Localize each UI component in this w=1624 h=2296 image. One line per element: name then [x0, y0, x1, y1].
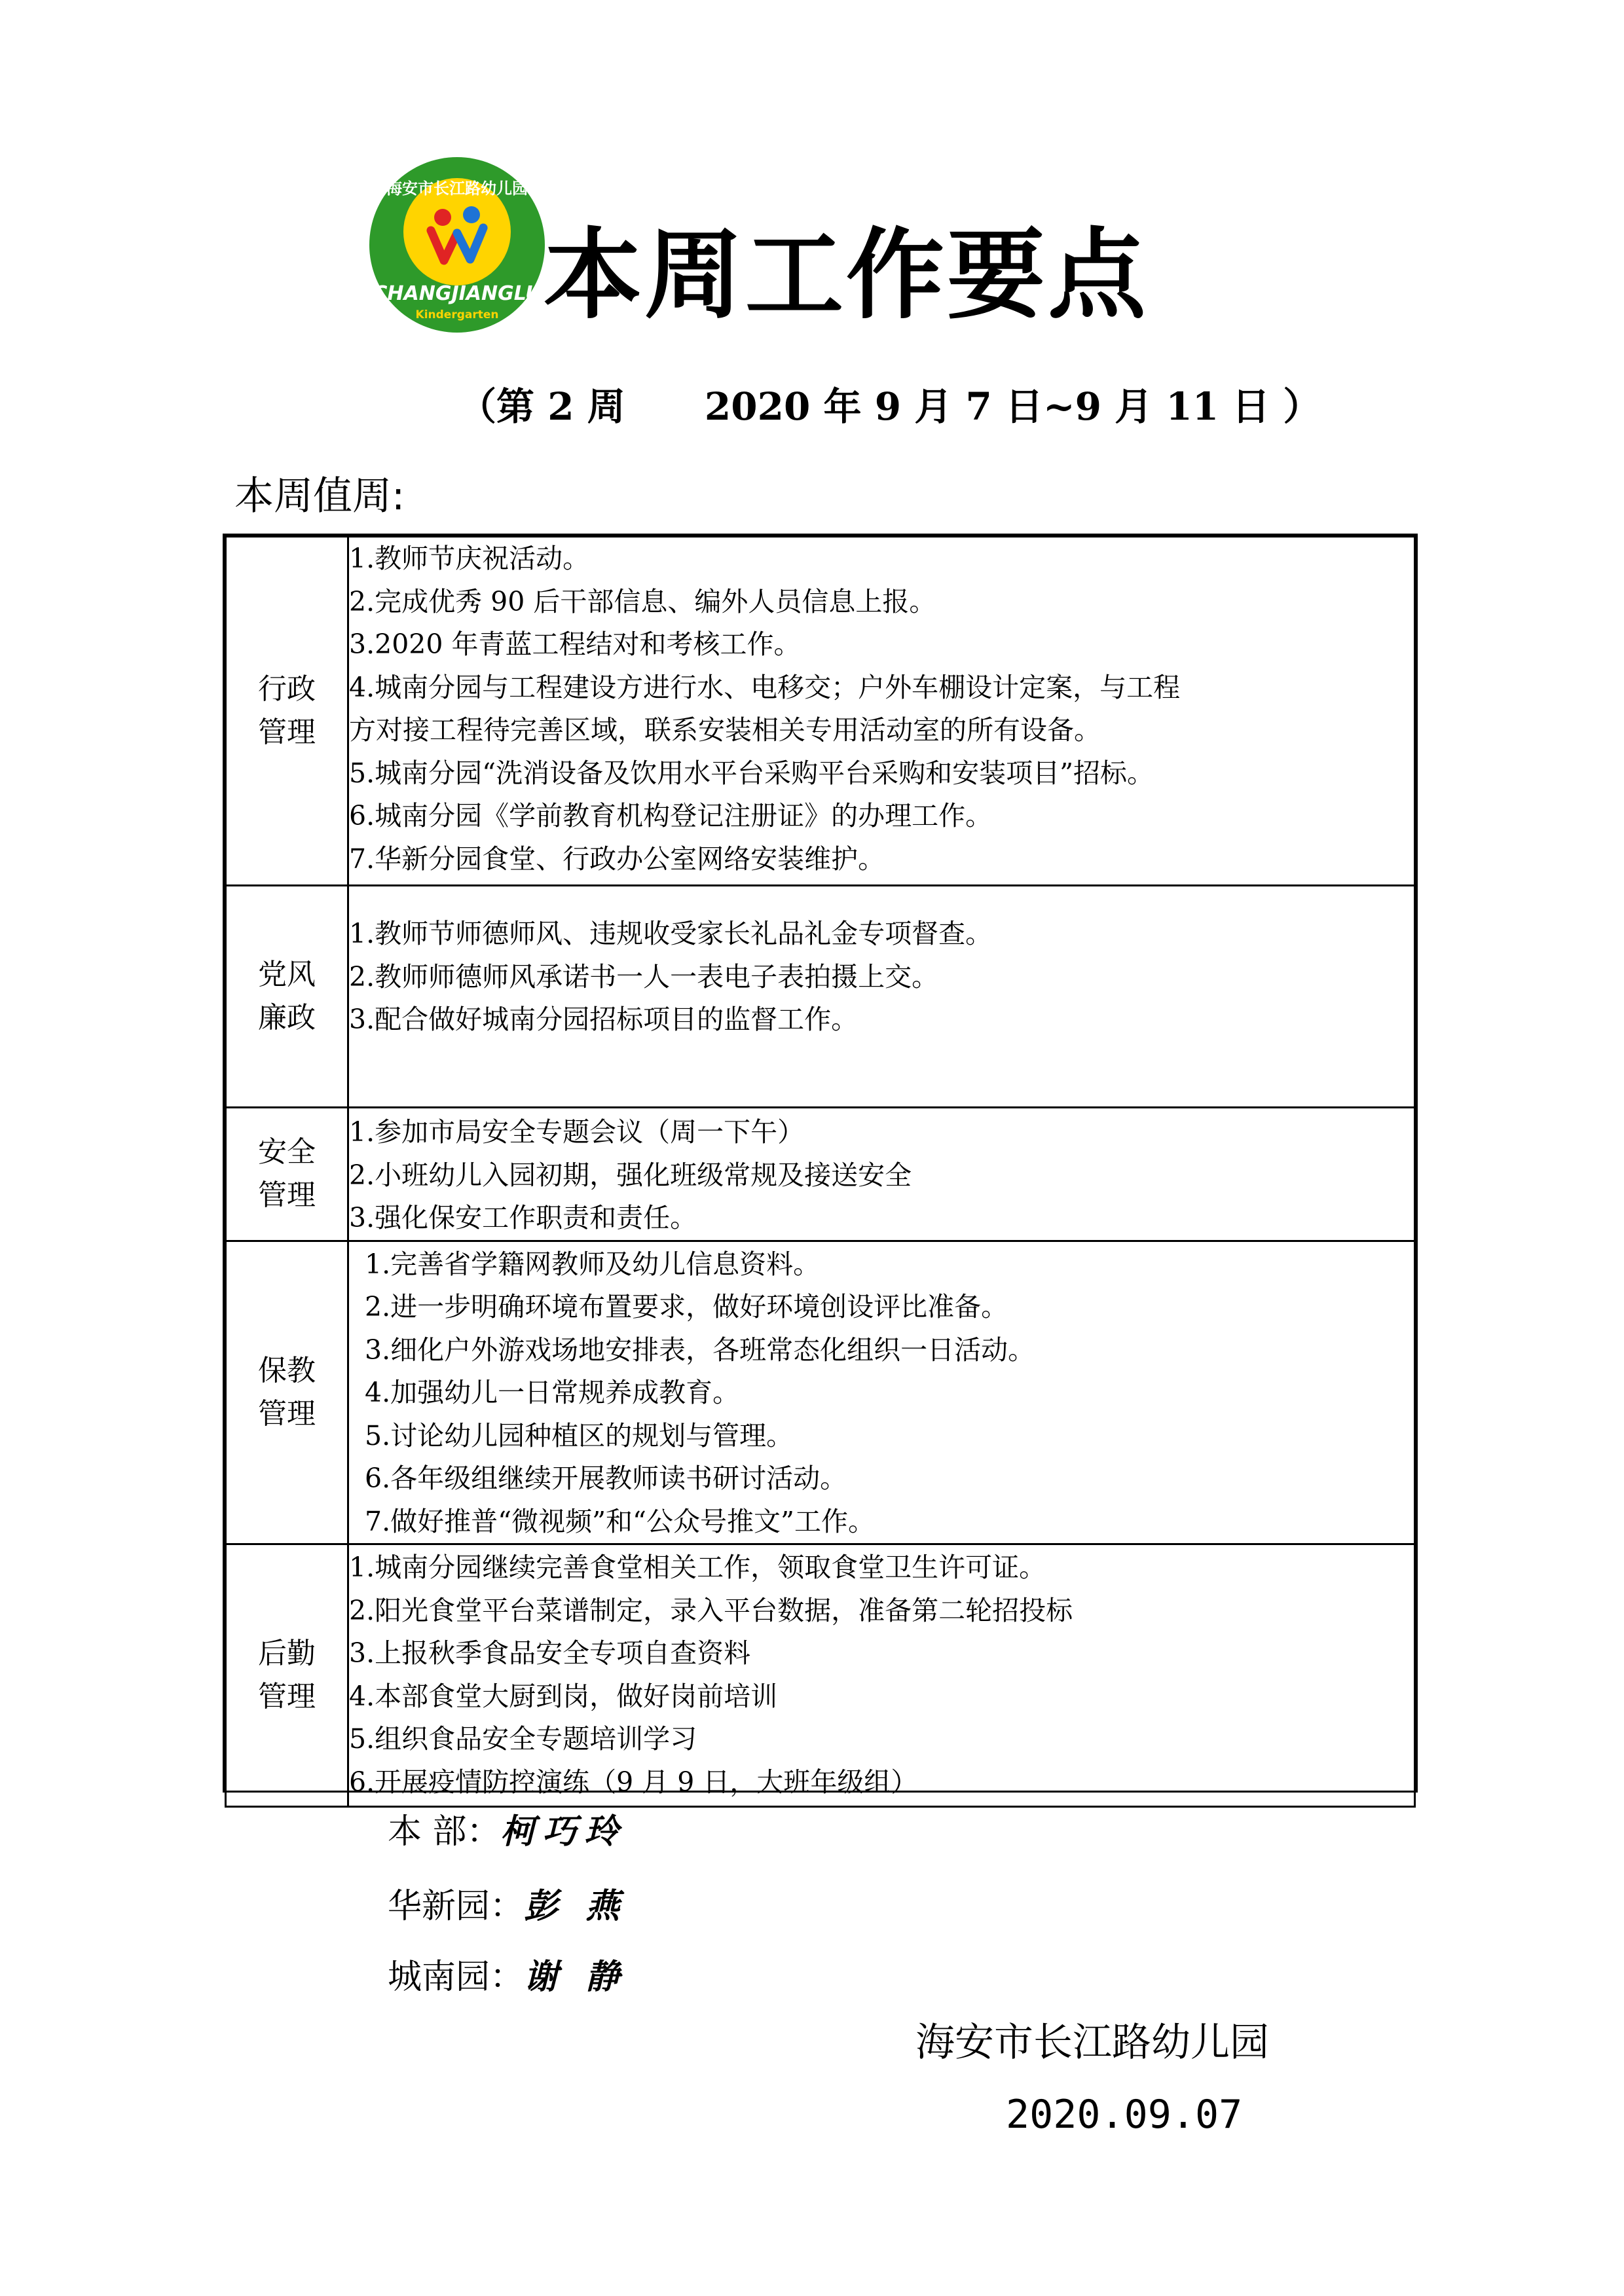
category-label: 管理: [258, 1178, 316, 1212]
list-item: 6.各年级组继续开展教师读书研讨活动。: [365, 1463, 847, 1494]
list-item: 4.本部食堂大厨到岗，做好岗前培训: [349, 1680, 778, 1712]
logo-figure-head-blue: [463, 206, 480, 223]
logo-arc-text: 海安市长江路幼儿园: [386, 179, 528, 198]
duty-heading: 本周值周:: [234, 473, 405, 519]
logo-figure-head-red: [434, 209, 451, 226]
list-item: 2.教师师德师风承诺书一人一表电子表拍摄上交。: [349, 960, 939, 993]
logo-sub: Kindergarten: [415, 308, 499, 321]
table-row: [226, 1108, 1415, 1241]
category-cell: [226, 1241, 348, 1544]
duty-name: 彭 燕: [524, 1886, 628, 1926]
category-label: 行政: [258, 672, 316, 706]
logo-name: CHANGJIANGLU: [373, 282, 542, 305]
list-item: 3.强化保安工作职责和责任。: [349, 1202, 697, 1233]
kindergarten-logo: [367, 155, 547, 335]
list-item: 3.上报秋季食品安全专项自查资料: [349, 1637, 751, 1669]
list-item: 5.组织食品安全专题培训学习: [349, 1723, 697, 1755]
category-label: 保教: [258, 1353, 316, 1387]
list-item: 2.完成优秀 90 后干部信息、编外人员信息上报。: [349, 585, 936, 617]
list-item: 6.开展疫情防控演练（9 月 9 日，大班年级组）: [349, 1766, 918, 1798]
list-item: 1.参加市局安全专题会议（周一下午）: [349, 1116, 805, 1148]
duty-label: 华新园：: [388, 1887, 525, 1926]
items-cell: [348, 537, 1415, 886]
list-item: 5.讨论幼儿园种植区的规划与管理。: [365, 1419, 794, 1451]
list-item: 1.教师节庆祝活动。: [349, 543, 590, 574]
table-row: [226, 1241, 1415, 1544]
table-row: [226, 1544, 1415, 1807]
work-plan-table: [225, 536, 1416, 1808]
list-item: 1.城南分园继续完善食堂相关工作，领取食堂卫生许可证。: [349, 1552, 1046, 1583]
list-item: 4.城南分园与工程建设方进行水、电移交；户外车棚设计定案，与工程: [349, 671, 1181, 703]
list-item: 1.完善省学籍网教师及幼儿信息资料。: [365, 1248, 821, 1280]
items-cell: [348, 1241, 1415, 1544]
duty-name: 谢 静: [524, 1957, 628, 1997]
organization-name: 海安市长江路幼儿园: [915, 2020, 1269, 2066]
category-cell: [226, 1108, 348, 1241]
list-item: 2.小班幼儿入园初期，强化班级常规及接送安全: [349, 1159, 912, 1191]
category-cell: [226, 886, 348, 1108]
category-cell: [226, 1544, 348, 1807]
duty-label: 城南园：: [388, 1958, 525, 1997]
category-label: 安全: [258, 1135, 316, 1169]
duty-name: 柯巧玲: [500, 1812, 627, 1851]
list-item: 5.城南分园“洗消设备及饮用水平台采购平台采购和安装项目”招标。: [349, 757, 1154, 789]
list-item: 3.配合做好城南分园招标项目的监督工作。: [349, 1004, 858, 1035]
table-row: [226, 537, 1415, 886]
category-label: 管理: [258, 1680, 316, 1713]
list-item: 6.城南分园《学前教育机构登记注册证》的办理工作。: [349, 800, 993, 831]
list-item: 4.加强幼儿一日常规养成教育。: [365, 1377, 740, 1408]
table-row: [226, 886, 1415, 1108]
category-label: 管理: [258, 1396, 316, 1430]
list-item: 方对接工程待完善区域，联系安装相关专用活动室的所有设备。: [349, 714, 1101, 746]
list-item: 3.细化户外游戏场地安排表，各班常态化组织一日活动。: [365, 1334, 1035, 1366]
list-item: 2.阳光食堂平台菜谱制定，录入平台数据，准备第二轮招投标: [349, 1594, 1073, 1626]
items-cell: [348, 1544, 1415, 1807]
list-item: 2.进一步明确环境布置要求，做好环境创设评比准备。: [365, 1291, 1008, 1322]
list-item: 7.做好推普“微视频”和“公众号推文”工作。: [365, 1505, 875, 1537]
category-label: 管理: [258, 716, 316, 749]
week-range: （第 2 周 2020 年 9 月 7 日~9 月 11 日 ）: [458, 384, 1321, 429]
category-label: 廉政: [258, 1001, 316, 1034]
duty-line-huaxin: [388, 1886, 628, 1926]
duty-line-chengnan: [388, 1957, 628, 1997]
list-item: 3.2020 年青蓝工程结对和考核工作。: [349, 629, 801, 660]
duty-label: 本 部：: [388, 1812, 501, 1851]
items-cell: [348, 886, 1415, 1108]
category-cell: [226, 537, 348, 886]
category-label: 后勤: [258, 1637, 316, 1670]
page-title: 本周工作要点: [544, 217, 1149, 333]
duty-line-main: [388, 1812, 627, 1851]
items-cell: [348, 1108, 1415, 1241]
document-date: 2020.09.07: [1006, 2092, 1243, 2138]
list-item: 1.教师节师德师风、违规收受家长礼品礼金专项督查。: [349, 918, 993, 949]
category-label: 党风: [258, 958, 316, 991]
list-item: 7.华新分园食堂、行政办公室网络安装维护。: [349, 843, 885, 875]
